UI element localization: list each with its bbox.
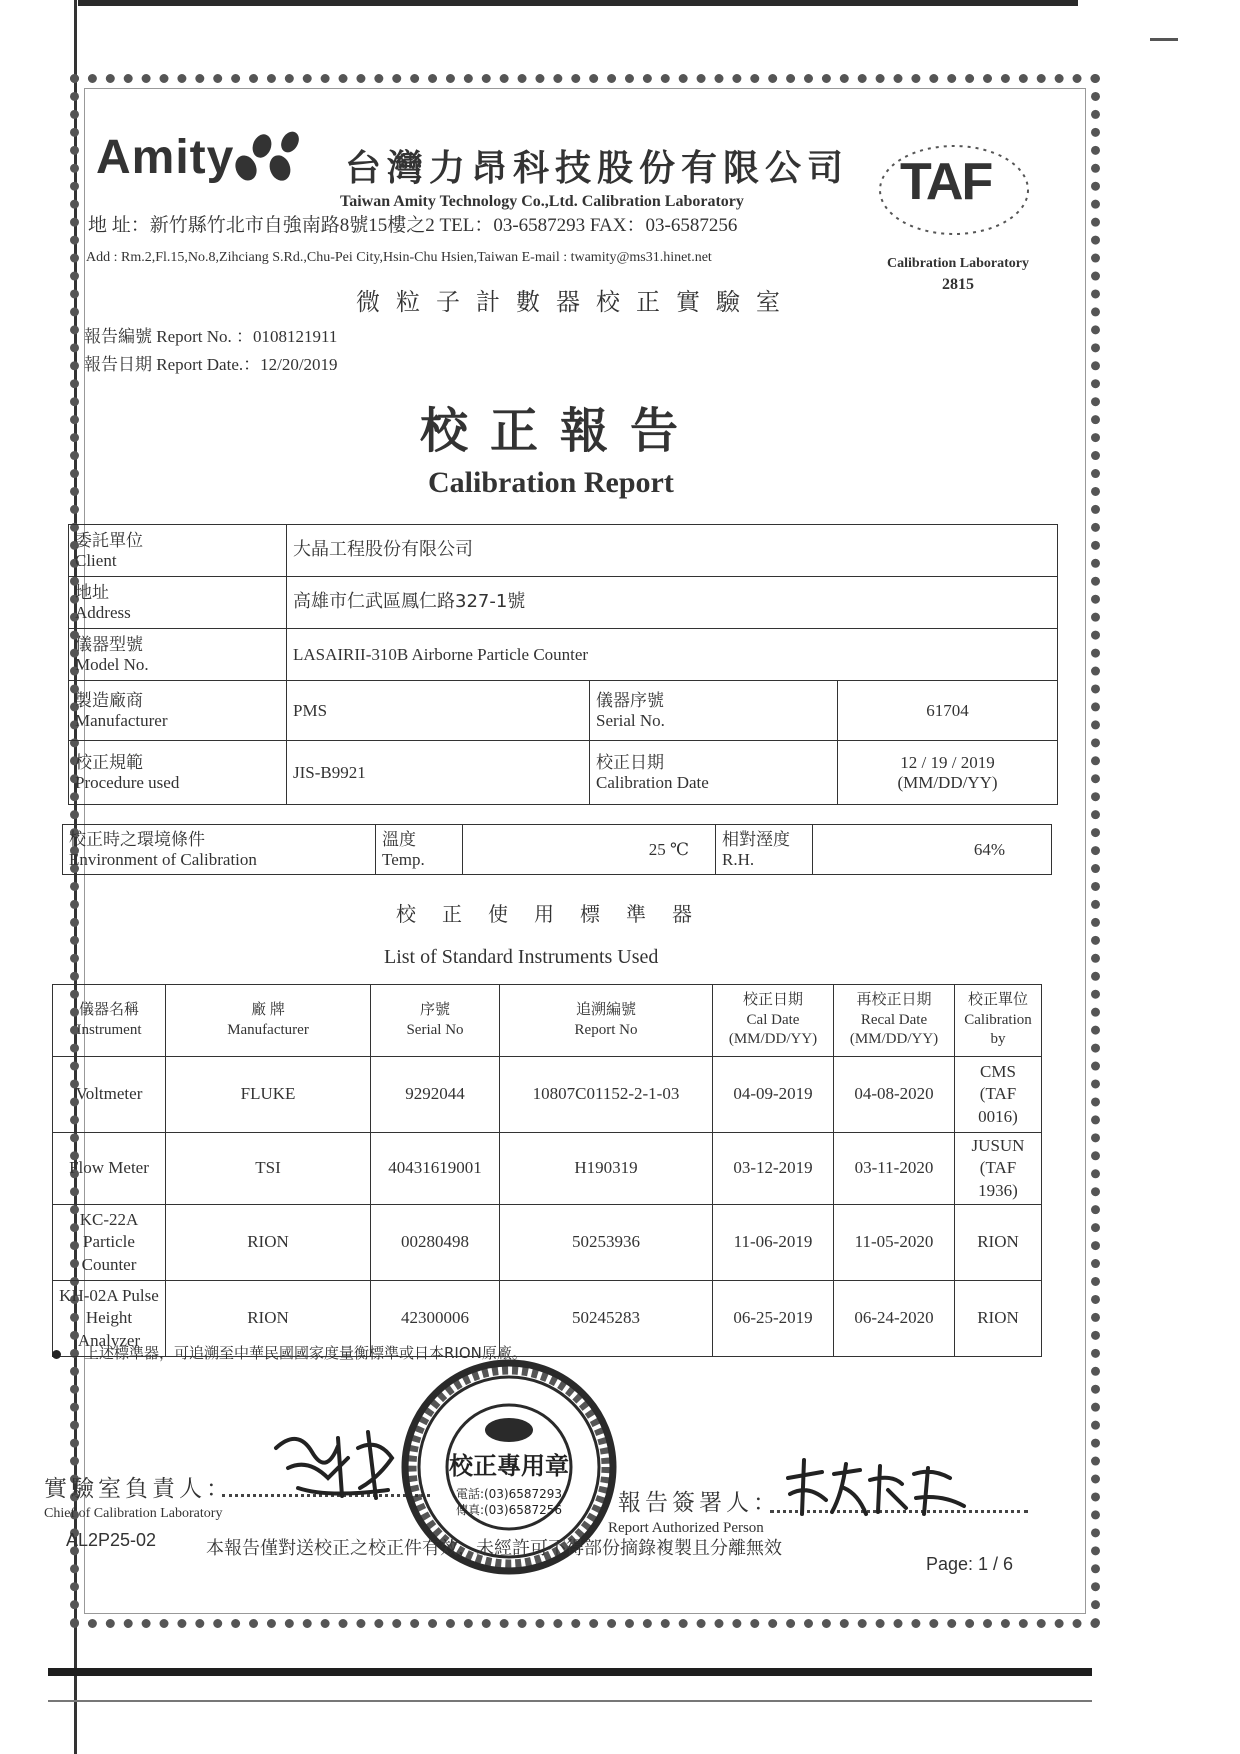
cell-report-no: 50245283 xyxy=(500,1281,713,1357)
cell-manufacturer: RION xyxy=(166,1281,371,1357)
rh-value: 64% xyxy=(813,825,1052,875)
procedure-value: JIS-B9921 xyxy=(287,741,590,805)
calibration-date-label: 校正日期 Calibration Date xyxy=(590,741,838,805)
scan-edge-bottom-line xyxy=(48,1700,1092,1702)
cell-cal-date: 03-12-2019 xyxy=(713,1133,834,1205)
col-manufacturer: 廠 牌 Manufacturer xyxy=(166,985,371,1057)
cell-report-no: 10807C01152-2-1-03 xyxy=(500,1057,713,1133)
cell-report-no: 50253936 xyxy=(500,1205,713,1281)
authorized-person-label-cn: 報告簽署人： xyxy=(618,1490,780,1515)
cell-serial: 42300006 xyxy=(371,1281,500,1357)
cell-instrument: KC-22A Particle Counter xyxy=(53,1205,166,1281)
cell-manufacturer: FLUKE xyxy=(166,1057,371,1133)
table-row xyxy=(53,1205,1042,1281)
rh-label: 相對溼度 R.H. xyxy=(716,825,813,875)
cell-cal-date: 11-06-2019 xyxy=(713,1205,834,1281)
lab-chief-label-en: Chief of Calibration Laboratory xyxy=(44,1506,223,1521)
report-date: 報告日期 Report Date.：12/20/2019 xyxy=(84,355,338,374)
temp-label: 溫度 Temp. xyxy=(376,825,463,875)
cell-instrument: KH-02A Pulse Height Analyzer xyxy=(53,1281,166,1357)
model-value: LASAIRII-310B Airborne Particle Counter xyxy=(287,629,1058,681)
model-label: 儀器型號 Model No. xyxy=(69,629,287,681)
cell-serial: 40431619001 xyxy=(371,1133,500,1205)
client-label: 委託單位 Client xyxy=(69,525,287,577)
calibration-date-value: 12 / 19 / 2019 (MM/DD/YY) xyxy=(838,741,1058,805)
cell-manufacturer: RION xyxy=(166,1205,371,1281)
cell-calibration-by: JUSUN (TAF 1936) xyxy=(955,1133,1042,1205)
cell-instrument: Flow Meter xyxy=(53,1133,166,1205)
serial-label: 儀器序號 Serial No. xyxy=(590,681,838,741)
client-value: 大晶工程股份有限公司 xyxy=(287,525,1058,577)
address-label: 地址 Address xyxy=(69,577,287,629)
manufacturer-label: 製造廠商 Manufacturer xyxy=(69,681,287,741)
client-info-table xyxy=(68,524,1058,805)
traceability-note: 上述標準器，可追溯至中華民國國家度量衡標準或日本RION原廠。 xyxy=(84,1344,527,1362)
environment-table xyxy=(62,824,1052,875)
col-calibration-by: 校正單位 Calibration by xyxy=(955,985,1042,1057)
col-cal-date: 校正日期 Cal Date (MM/DD/YY) xyxy=(713,985,834,1057)
table-row xyxy=(53,1133,1042,1205)
taf-number: 2815 xyxy=(942,276,974,293)
col-report-no: 追溯編號 Report No xyxy=(500,985,713,1057)
cell-recal-date: 06-24-2020 xyxy=(834,1281,955,1357)
standards-title-cn: 校正使用標準器 xyxy=(396,904,718,926)
form-code: AL2P25-02 xyxy=(66,1530,157,1550)
cell-serial: 9292044 xyxy=(371,1057,500,1133)
svg-text:傳真:(03)6587256: 傳真:(03)6587256 xyxy=(455,1503,563,1517)
validity-disclaimer: 本報告僅對送校正之校正件有效，未經許可不得部份摘錄複製且分離無效 xyxy=(206,1538,782,1559)
report-number: 報告編號 Report No. ：0108121911 xyxy=(84,327,338,346)
company-address-en: Add : Rm.2,Fl.15,No.8,Zihciang S.Rd.,Chu-Pei City,Hsin-Chu Hsien,Taiwan E-mail : twamity@ms31.hinet.net xyxy=(86,250,712,265)
taf-caption: Calibration Laboratory xyxy=(887,256,1029,271)
temp-value: 25 ℃ xyxy=(463,825,716,875)
cell-recal-date: 11-05-2020 xyxy=(834,1205,955,1281)
cell-calibration-by: RION xyxy=(955,1205,1042,1281)
environment-label: 校正時之環境條件 Environment of Calibration xyxy=(63,825,376,875)
cell-recal-date: 03-11-2020 xyxy=(834,1133,955,1205)
company-name-cn: 台灣力昂科技股份有限公司 xyxy=(345,147,850,189)
authorized-person-label-en: Report Authorized Person xyxy=(608,1520,764,1536)
procedure-label: 校正規範 Procedure used xyxy=(69,741,287,805)
cell-cal-date: 04-09-2019 xyxy=(713,1057,834,1133)
cell-recal-date: 04-08-2020 xyxy=(834,1057,955,1133)
table-header-row xyxy=(53,985,1042,1057)
svg-text:校正專用章: 校正專用章 xyxy=(449,1452,569,1480)
bullet-icon xyxy=(52,1350,61,1359)
col-serial: 序號 Serial No xyxy=(371,985,500,1057)
cell-report-no: H190319 xyxy=(500,1133,713,1205)
col-recal-date: 再校正日期 Recal Date (MM/DD/YY) xyxy=(834,985,955,1057)
scan-edge-top xyxy=(78,0,1078,6)
manufacturer-value: PMS xyxy=(287,681,590,741)
report-title-cn: 校正報告 xyxy=(420,403,701,459)
company-address-cn: 地 址：新竹縣竹北市自強南路8號15樓之2 TEL：03-6587293 FAX：03-6587256 xyxy=(88,215,738,236)
report-title-en: Calibration Report xyxy=(428,466,674,499)
cell-calibration-by: RION xyxy=(955,1281,1042,1357)
table-row xyxy=(53,1057,1042,1133)
scan-mark xyxy=(1150,38,1178,41)
serial-value: 61704 xyxy=(838,681,1058,741)
lab-name-cn: 微粒子計數器校正實驗室 xyxy=(356,290,796,316)
cell-cal-date: 06-25-2019 xyxy=(713,1281,834,1357)
address-value: 高雄市仁武區鳳仁路327-1號 xyxy=(287,577,1058,629)
svg-text:電話:(03)6587293: 電話:(03)6587293 xyxy=(455,1487,563,1501)
standards-title-en: List of Standard Instruments Used xyxy=(384,946,659,968)
cell-serial: 00280498 xyxy=(371,1205,500,1281)
scan-edge-bottom xyxy=(48,1668,1092,1676)
paw-logo-icon xyxy=(232,128,302,184)
taf-mark: TAF xyxy=(900,153,992,211)
lab-chief-signature xyxy=(268,1418,408,1508)
cell-instrument: Voltmeter xyxy=(53,1057,166,1133)
company-logo-text: Amity xyxy=(96,131,235,184)
cell-manufacturer: TSI xyxy=(166,1133,371,1205)
lab-chief-label-cn: 實驗室負責人： xyxy=(44,1476,233,1501)
standard-instruments-table xyxy=(52,984,1042,1357)
page-number: Page: 1 / 6 xyxy=(926,1554,1014,1574)
authorized-person-signature xyxy=(782,1454,972,1520)
col-instrument: 儀器名稱 Instrument xyxy=(53,985,166,1057)
company-name-en: Taiwan Amity Technology Co.,Ltd. Calibration Laboratory xyxy=(340,193,744,210)
cell-calibration-by: CMS (TAF 0016) xyxy=(955,1057,1042,1133)
